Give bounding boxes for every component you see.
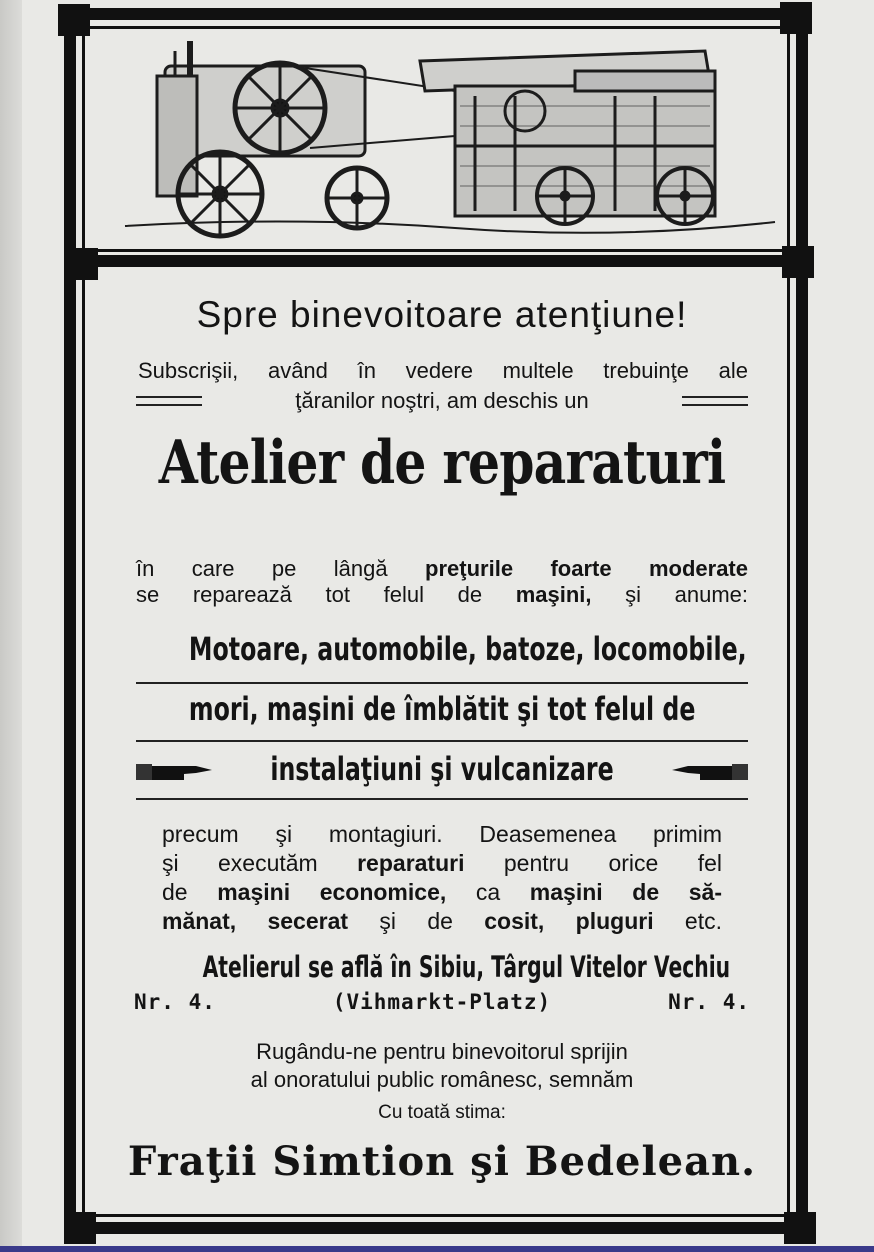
intro-line-2-text: ţăranilor noştri, am deschis un	[295, 388, 589, 413]
desc1-bold: preţurile foarte moderate	[425, 556, 748, 581]
address: Atelierul se află în Sibiu, Târgul Vitelor Vechiu	[202, 950, 731, 984]
regards: Cu toată stima:	[378, 1102, 506, 1123]
intro-line-2	[136, 388, 748, 414]
services-line-1: Motoare, automobile, batoze, locomobile,	[188, 630, 747, 668]
para-line-4: mănat, secerat şi de cosit, pluguri etc.	[162, 908, 723, 934]
ad-title: Atelier de reparaturi	[158, 428, 726, 498]
locomobile-thresher-illustration	[95, 36, 785, 248]
desc2-end: şi anume:	[591, 582, 749, 607]
nr-right: Nr. 4.	[668, 990, 750, 1014]
double-rule-left	[136, 396, 202, 406]
nr-left: Nr. 4.	[134, 990, 216, 1014]
para-line-2: şi executăm reparaturi pentru orice fel	[162, 850, 723, 876]
description-line-2	[136, 582, 748, 608]
rule-3	[136, 798, 748, 800]
para-line-3: de maşini economice, ca maşini de să-	[162, 879, 722, 905]
desc2-bold: maşini,	[515, 582, 592, 607]
heading: Spre binevoitoare atenţiune!	[196, 294, 688, 335]
address-numbers	[134, 990, 750, 1014]
intro-line-1: Subscrişii, având în vedere multele trebuinţe ale	[138, 358, 748, 383]
para-line-1: precum şi montagiuri. Deasemenea primim	[162, 821, 722, 847]
double-rule-right	[682, 396, 748, 406]
services-paragraph	[162, 820, 722, 936]
closing-line-2: al onoratului public românesc, semnăm	[250, 1067, 634, 1092]
bottom-edge	[0, 1246, 874, 1252]
closing-text	[170, 1038, 714, 1094]
rule-1	[136, 682, 748, 684]
rule-2	[136, 740, 748, 742]
pointing-hand-left-icon	[670, 760, 748, 784]
desc1-plain: în care pe lângă	[136, 556, 426, 581]
desc2-plain: se reparează tot felul de	[136, 582, 516, 607]
closing-line-1: Rugându-ne pentru binevoitorul sprijin	[256, 1039, 628, 1064]
services-line-3: instalaţiuni şi vulcanizare	[270, 750, 614, 788]
scan-edge	[0, 0, 22, 1252]
nr-middle: (Vihmarkt-Platz)	[332, 990, 552, 1014]
signature: Fraţii Simtion şi Bedelean.	[127, 1138, 757, 1185]
services-line-2: mori, maşini de îmblătit şi tot felul de	[188, 690, 696, 728]
description-line-1	[136, 556, 748, 582]
